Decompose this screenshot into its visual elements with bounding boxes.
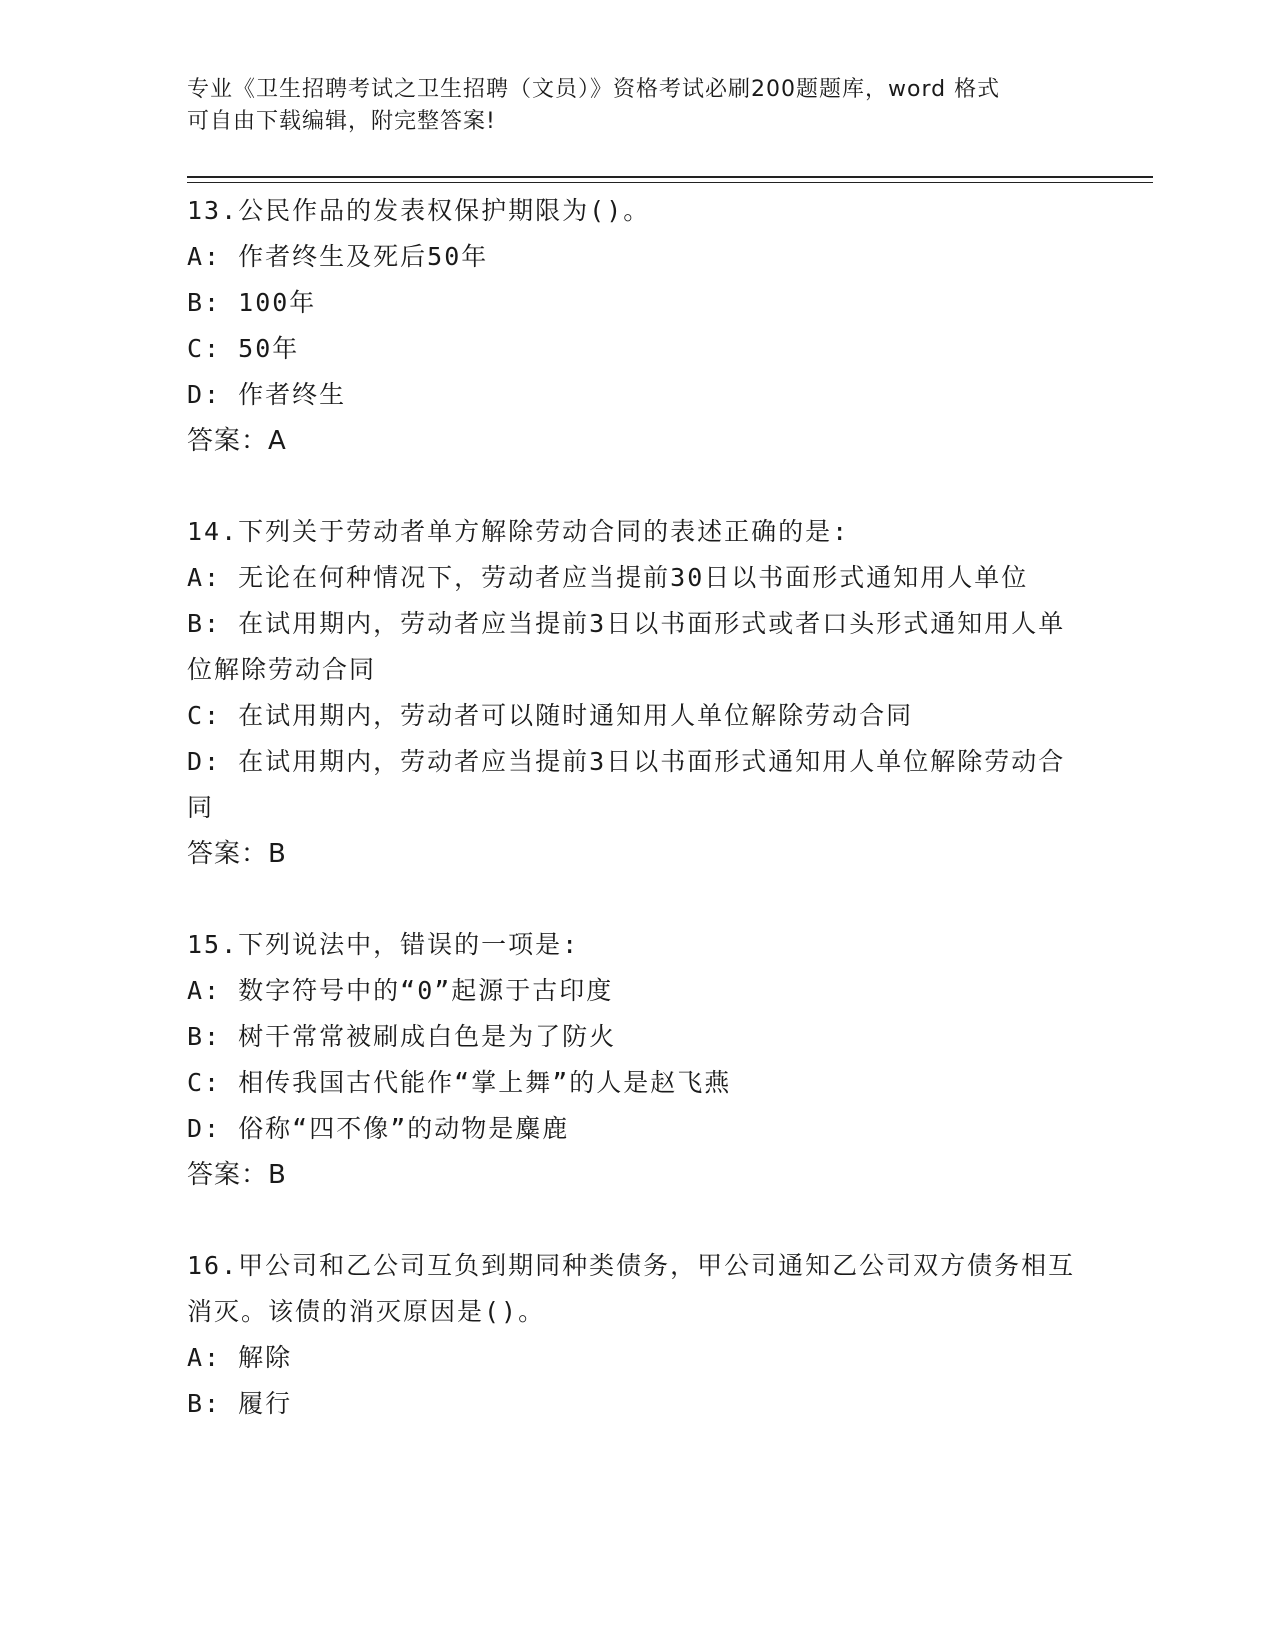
option-a: A: 作者终生及死后50年 — [187, 242, 489, 271]
question-stem: 13.公民作品的发表权保护期限为()。 — [187, 196, 651, 225]
option-c: C: 在试用期内，劳动者可以随时通知用人单位解除劳动合同 — [187, 701, 914, 730]
option-d: D: 俗称“四不像”的动物是麋鹿 — [187, 1114, 570, 1143]
option-b: B: 100年 — [187, 288, 317, 317]
question-list — [187, 188, 1087, 1472]
option-a: A: 解除 — [187, 1343, 293, 1372]
question-13 — [187, 188, 1087, 464]
question-stem: 15.下列说法中，错误的一项是: — [187, 930, 580, 959]
question-14 — [187, 509, 1087, 877]
question-16 — [187, 1243, 1087, 1427]
question-stem: 16.甲公司和乙公司互负到期同种类债务，甲公司通知乙公司双方债务相互消灭。该债的消灭原因是()。 — [187, 1251, 1076, 1326]
document-header — [187, 74, 1077, 138]
option-c: C: 50年 — [187, 334, 300, 363]
option-a: A: 无论在何种情况下，劳动者应当提前30日以书面形式通知用人单位 — [187, 563, 1029, 592]
header-line-2: 可自由下载编辑，附完整答案! — [187, 109, 496, 134]
option-d: D: 在试用期内，劳动者应当提前3日以书面形式通知用人单位解除劳动合同 — [187, 747, 1066, 822]
answer-label: 答案：A — [187, 426, 287, 456]
option-d: D: 作者终生 — [187, 380, 347, 409]
option-a: A: 数字符号中的“0”起源于古印度 — [187, 976, 614, 1005]
option-b: B: 树干常常被刷成白色是为了防火 — [187, 1022, 617, 1051]
question-15 — [187, 922, 1087, 1198]
option-b: B: 在试用期内，劳动者应当提前3日以书面形式或者口头形式通知用人单位解除劳动合同 — [187, 609, 1066, 684]
option-b: B: 履行 — [187, 1389, 293, 1418]
question-stem: 14.下列关于劳动者单方解除劳动合同的表述正确的是: — [187, 517, 850, 546]
option-c: C: 相传我国古代能作“掌上舞”的人是赵飞燕 — [187, 1068, 732, 1097]
header-line-1: 专业《卫生招聘考试之卫生招聘（文员）》资格考试必刷200题题库，word 格式 — [187, 77, 1001, 102]
answer-label: 答案：B — [187, 1160, 287, 1190]
header-divider-thick — [187, 176, 1153, 178]
answer-label: 答案：B — [187, 839, 287, 869]
header-divider-thin — [187, 182, 1153, 183]
